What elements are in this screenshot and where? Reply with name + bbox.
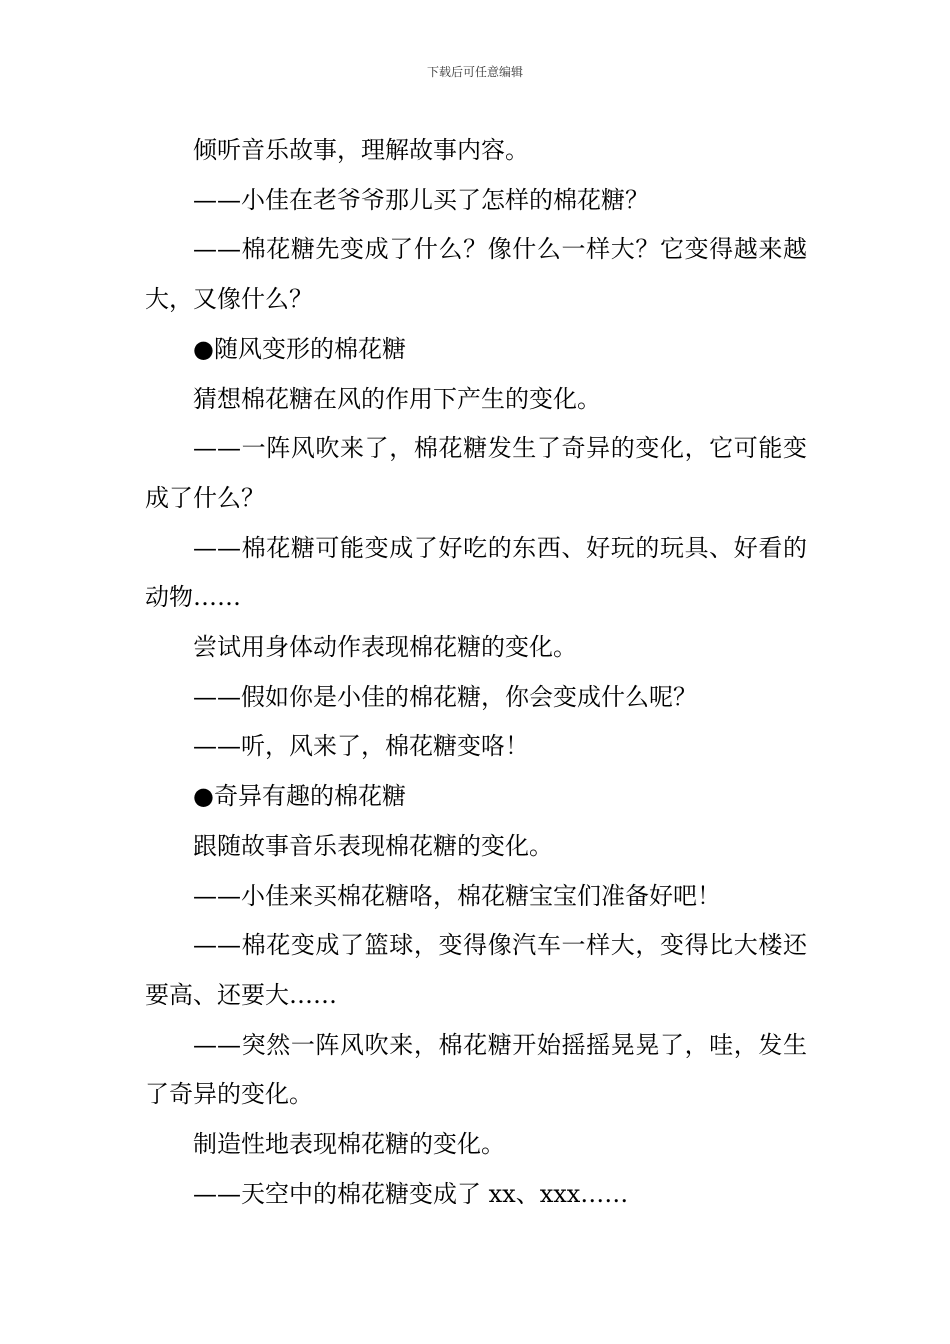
question-what-it-became: ——棉花糖先变成了什么？像什么一样大？它变得越来越大，又像什么？ (145, 235, 807, 314)
page-header-note: 下载后可任意编辑 (426, 65, 523, 79)
paragraph-listen-story: 倾听音乐故事，理解故事内容。 (193, 136, 529, 164)
question-what-cotton-candy: ——小佳在老爷爷那儿买了怎样的棉花糖？ (193, 185, 649, 214)
line-sky-cotton-candy: ——天空中的棉花糖变成了 xx、xxx…… (193, 1179, 629, 1208)
document-body (145, 126, 807, 1219)
line-sudden-wind: ——突然一阵风吹来，棉花糖开始摇摇晃晃了，哇，发生了奇异的变化。 (145, 1030, 807, 1109)
paragraph-follow-music: 跟随故事音乐表现棉花糖的变化。 (193, 831, 553, 860)
question-if-you-were: ——假如你是小佳的棉花糖，你会变成什么呢？ (193, 682, 697, 711)
answer-possible-changes: ——棉花糖可能变成了好吃的东西、好玩的玩具、好看的动物…… (145, 533, 807, 612)
line-became-basketball: ——棉花变成了篮球，变得像汽车一样大，变得比大楼还要高、还要大…… (145, 931, 807, 1009)
paragraph-creative-expression: 制造性地表现棉花糖的变化。 (193, 1130, 505, 1159)
paragraph-body-movement: 尝试用身体动作表现棉花糖的变化。 (193, 633, 577, 662)
paragraph-guess-changes: 猜想棉花糖在风的作用下产生的变化。 (193, 384, 601, 413)
section-heading-wind-shape: ●随风变形的棉花糖 (193, 334, 406, 363)
question-wind-blows: ——一阵风吹来了，棉花糖发生了奇异的变化，它可能变成了什么？ (145, 434, 807, 512)
line-listen-wind: ——听，风来了，棉花糖变咯！ (193, 732, 529, 761)
section-heading-interesting: ●奇异有趣的棉花糖 (193, 782, 406, 811)
line-xiaojia-buys: ——小佳来买棉花糖咯，棉花糖宝宝们准备好吧！ (193, 881, 721, 910)
